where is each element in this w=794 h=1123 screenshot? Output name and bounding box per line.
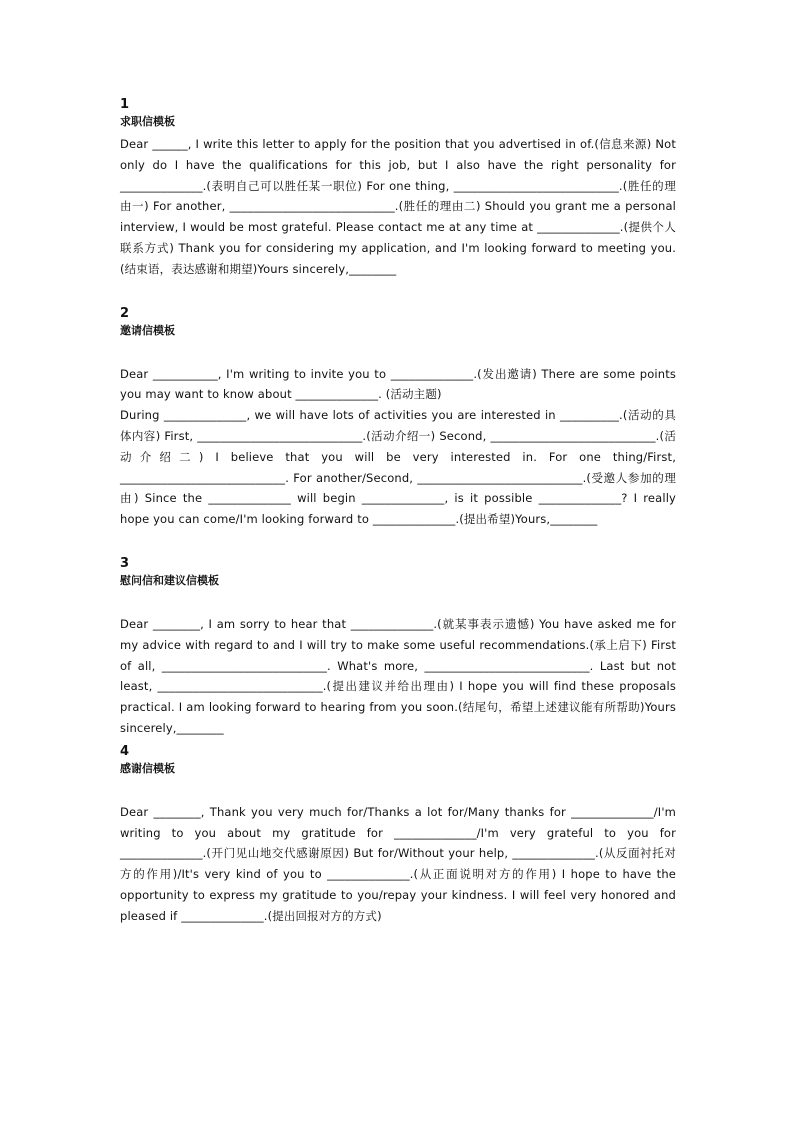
section-body [120, 364, 676, 530]
paragraph: During ______________, we will have lots of activities you are interested in __________.(活动的具体内容) First, ____________________________.(活动介绍一) Second, ____________________________.(活动介绍二) I believe that you will be very interested in. For one thing/First, ____________________________. For another/Second, ____________________________.(受邀人参加的理由) Since the ______________ will begin ______________, is it possible ______________? I really hope you can come/I'm looking forward to ______________.(提出希望)Yours,________ [120, 408, 676, 527]
section-number: 3 [120, 555, 130, 571]
section-body [120, 614, 676, 739]
section-job-application-letter [120, 96, 676, 280]
section-gap [120, 280, 676, 305]
section-number: 1 [120, 97, 130, 112]
section-sympathy-advice-letter [120, 555, 676, 739]
document-page [120, 96, 676, 927]
paragraph: Dear ___________, I'm writing to invite you to ______________.(发出邀请) There are some points you may want to know about ______________. (活动主题) [120, 366, 676, 402]
section-number: 2 [120, 305, 130, 321]
paragraph: Dear ________, Thank you very much for/Thanks a lot for/Many thanks for ______________/I'm writing to you about my gratitude for ______________/I'm very grateful to you for ______________.(开门见山地交代感谢原因) But for/Without your help, ______________.(从反面衬托对方的作用)/It's very kind of you to ______________.(从正面说明对方的作用) I hope to have the opportunity to express my gratitude to you/repay your kindness. I will feel very honored and pleased if ______________.(提出回报对方的方式) [120, 804, 676, 923]
blank-line [120, 593, 676, 614]
blank-line [120, 343, 676, 364]
blank-line [120, 781, 676, 802]
section-body [120, 802, 676, 927]
section-gap [120, 530, 676, 555]
section-title: 慰问信和建议信模板 [120, 573, 219, 587]
section-number: 4 [120, 743, 130, 759]
section-title: 感谢信模板 [120, 761, 175, 775]
section-body [120, 134, 676, 280]
section-title: 求职信模板 [120, 115, 175, 128]
paragraph: Dear ________, I am sorry to hear that ______________.(就某事表示遗憾) You have asked me for my advice with regard to and I will try to make some useful recommendations.(承上启下) First of all, ____________________________. What's more, ____________________________. Last but not least, ____________________________.(提出建议并给出理由) I hope you will find these proposals practical. I am looking forward to hearing from you soon.(结尾句，希望上述建议能有所帮助)Yours sincerely,________ [120, 616, 676, 735]
section-invitation-letter [120, 305, 676, 530]
section-title: 邀请信模板 [120, 323, 175, 337]
section-thank-you-letter [120, 743, 676, 927]
paragraph: Dear ______, I write this letter to apply for the position that you advertised in of.(信息来源) Not only do I have the qualifications for this job, but I also have the right personality for ______________.(表明自己可以胜任某一职位) For one thing, ____________________________.(胜任的理由一) For another, ____________________________.(胜任的理由二) Should you grant me a personal interview, I would be most grateful. Please contact me at any time at ______________.(提供个人联系方式) Thank you for considering my application, and I'm looking forward to meeting you.(结束语，表达感谢和期望)Yours sincerely,________ [120, 137, 676, 276]
